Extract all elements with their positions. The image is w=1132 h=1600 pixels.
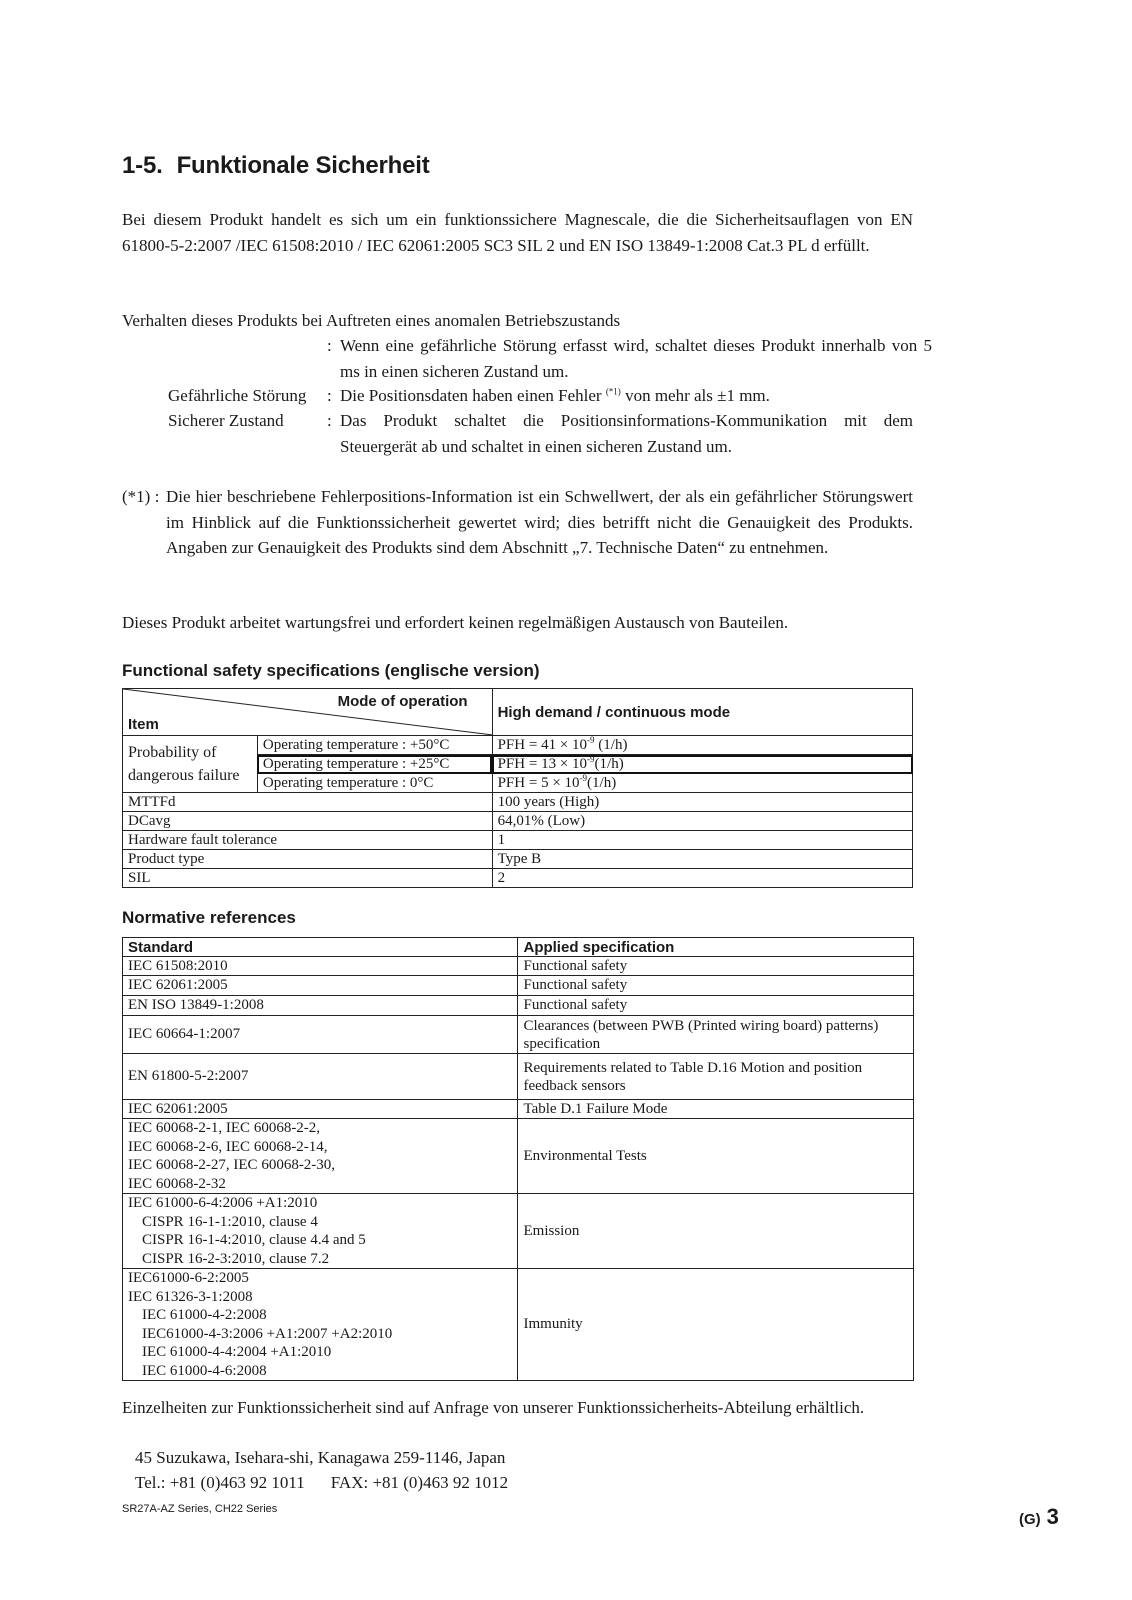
- norm-spec: Functional safety: [518, 957, 914, 976]
- norm-standard: IEC 62061:2005: [123, 1100, 518, 1119]
- behavior-colon: :: [327, 336, 332, 355]
- norm-standard: EN 61800-5-2:2007: [123, 1054, 518, 1100]
- standard-line: IEC 60068-2-6, IEC 60068-2-14,: [128, 1138, 328, 1155]
- prob-condition: Operating temperature : 0°C: [257, 774, 492, 793]
- norm-spec: Emission: [518, 1194, 914, 1269]
- norm-row: [123, 957, 914, 976]
- prob-value: [492, 755, 912, 774]
- behavior-item-general: [122, 333, 932, 384]
- footer-series: SR27A-AZ Series, CH22 Series: [122, 1503, 278, 1515]
- standard-line: IEC 61000-4-2:2008: [142, 1307, 267, 1323]
- pfh-unit: (1/h): [594, 755, 624, 772]
- behavior-text: Wenn eine gefährliche Störung erfasst wird, schaltet dieses Produkt innerhalb von 5 ms in einen sicheren Zustand um.: [340, 336, 932, 381]
- fs-table-title: Functional safety specifications (englische version): [122, 661, 540, 680]
- footnote-text: Die hier beschriebene Fehlerpositions-Information ist ein Schwellwert, der als ein gefährlicher Störungswert im Hinblick auf die Funktionssicherheit gewertet wird; dies betrifft nicht die Genauigkeit des Produkts. Angaben zur Genauigkeit des Produkts sind dem Abschnitt „7. Technische Daten“ zu entnehmen.: [166, 487, 913, 557]
- norm-spec: Functional safety: [518, 996, 914, 1016]
- standard-line: IEC 61326-3-1:2008: [128, 1288, 253, 1305]
- fs-row: [123, 869, 913, 888]
- pfh-base: PFH = 41 × 10: [497, 736, 588, 753]
- page-number: [1019, 1504, 1059, 1530]
- header-mode-of-operation: Mode of operation: [337, 693, 468, 710]
- pfh-unit: (1/h): [587, 774, 617, 791]
- behavior-text-a: Die Positionsdaten haben einen Fehler: [340, 386, 602, 405]
- pfh-exponent: -9: [587, 753, 595, 764]
- footnote-ref: (*1): [605, 386, 621, 397]
- behavior-text-b: von mehr als ±1 mm.: [625, 386, 770, 405]
- header-value: High demand / continuous mode: [492, 689, 912, 736]
- norm-row: [123, 1269, 914, 1381]
- norm-row: [123, 996, 914, 1016]
- fs-value: 64,01% (Low): [492, 812, 912, 831]
- pfh-base: PFH = 13 × 10: [497, 755, 588, 772]
- section-number: 1-5.: [122, 152, 163, 179]
- section-heading: [122, 152, 430, 180]
- norm-spec: Requirements related to Table D.16 Motion and position feedback sensors: [518, 1054, 914, 1100]
- fs-row: [123, 850, 913, 869]
- norm-row: [123, 1100, 914, 1119]
- fs-value: 100 years (High): [492, 793, 912, 812]
- fs-row: [123, 831, 913, 850]
- fs-item: SIL: [123, 869, 493, 888]
- prob-label: Probability of dangerous failure: [123, 736, 258, 793]
- footnote-marker: (*1) :: [122, 487, 160, 506]
- pfh-unit: (1/h): [594, 736, 628, 753]
- fs-header-row: [123, 689, 913, 736]
- fs-prob-row: [123, 736, 913, 755]
- fs-item: Hardware fault tolerance: [123, 831, 493, 850]
- norm-standard: IEC 62061:2005: [123, 976, 518, 996]
- standard-line: IEC 61000-6-4:2006 +A1:2010: [128, 1195, 318, 1211]
- header-standard: Standard: [123, 938, 518, 957]
- norm-spec: Environmental Tests: [518, 1119, 914, 1194]
- behavior-label: Sicherer Zustand: [168, 411, 284, 430]
- intro-paragraph: Bei diesem Produkt handelt es sich um ein funktionssichere Magnescale, die die Sicherheitsauflagen von EN 61800-5-2:2007 /IEC 61508:2010 / IEC 62061:2005 SC3 SIL 2 und EN ISO 13849-1:2008 Cat.3 PL d erfüllt.: [122, 210, 913, 255]
- norm-standard-multiline: [123, 1194, 518, 1269]
- pfh-exponent: -9: [579, 772, 588, 783]
- behavior-item-safe-state: [168, 408, 913, 459]
- behavior-colon: :: [327, 411, 332, 430]
- maintenance-text: Dieses Produkt arbeitet wartungsfrei und erfordert keinen regelmäßigen Austausch von Bauteilen.: [122, 613, 789, 632]
- standard-line: IEC 61000-4-4:2004 +A1:2010: [142, 1344, 332, 1360]
- norm-row: [123, 976, 914, 996]
- fs-value: 1: [492, 831, 912, 850]
- norm-row: [123, 1016, 914, 1054]
- behavior-text: Das Produkt schaltet die Positionsinformations-Kommunikation mit dem Steuergerät ab und schaltet in einen sicheren Zustand um.: [340, 411, 913, 456]
- standard-line: IEC61000-6-2:2005: [128, 1270, 249, 1286]
- norm-spec: Immunity: [518, 1269, 914, 1381]
- prob-condition: Operating temperature : +25°C: [257, 755, 492, 774]
- header-applied-spec: Applied specification: [518, 938, 914, 957]
- standard-line: IEC 61000-4-6:2008: [142, 1362, 267, 1379]
- fs-item: DCavg: [123, 812, 493, 831]
- fs-value: 2: [492, 869, 912, 888]
- norm-row: [123, 1054, 914, 1100]
- norm-standard: IEC 61508:2010: [123, 957, 518, 976]
- fs-item: MTTFd: [123, 793, 493, 812]
- fs-row: [123, 812, 913, 831]
- standard-line: IEC 60068-2-27, IEC 60068-2-30,: [128, 1157, 336, 1173]
- norm-spec: Functional safety: [518, 976, 914, 996]
- norm-spec: Table D.1 Failure Mode: [518, 1100, 914, 1119]
- phone: Tel.: +81 (0)463 92 1011: [135, 1473, 305, 1492]
- header-item: Item: [128, 716, 159, 733]
- norm-spec: Clearances (between PWB (Printed wiring board) patterns) specification: [518, 1016, 914, 1054]
- pfh-base: PFH = 5 × 10: [497, 774, 580, 791]
- norm-standard-multiline: [123, 1269, 518, 1381]
- page-number-value: 3: [1046, 1504, 1059, 1529]
- norm-table-title: Normative references: [122, 908, 296, 927]
- prob-value: [492, 774, 912, 793]
- standard-line: IEC61000-4-3:2006 +A1:2007 +A2:2010: [142, 1325, 393, 1342]
- norm-standard: EN ISO 13849-1:2008: [123, 996, 518, 1016]
- standard-line: CISPR 16-1-4:2010, clause 4.4 and 5: [142, 1232, 366, 1248]
- standard-line: CISPR 16-1-1:2010, clause 4: [142, 1213, 318, 1230]
- norm-standard-multiline: [123, 1119, 518, 1194]
- behavior-text: [340, 383, 912, 409]
- fs-item: Product type: [123, 850, 493, 869]
- prob-value: [492, 736, 912, 755]
- address: 45 Suzukawa, Isehara-shi, Kanagawa 259-1146, Japan: [135, 1448, 506, 1467]
- behavior-label: Gefährliche Störung: [168, 386, 307, 405]
- norm-header-row: [123, 938, 914, 957]
- fs-value: Type B: [492, 850, 912, 869]
- norm-standard: IEC 60664-1:2007: [123, 1016, 518, 1054]
- functional-safety-table: [122, 688, 913, 888]
- behavior-colon: :: [327, 386, 332, 405]
- norm-row: [123, 1119, 914, 1194]
- pfh-exponent: -9: [587, 734, 595, 745]
- fax: FAX: +81 (0)463 92 1012: [330, 1473, 509, 1492]
- fs-header-diagonal-cell: [123, 689, 493, 736]
- fs-row: [123, 793, 913, 812]
- standard-line: CISPR 16-2-3:2010, clause 7.2: [142, 1250, 330, 1267]
- standard-line: IEC 60068-2-1, IEC 60068-2-2,: [128, 1120, 321, 1136]
- section-title: Funktionale Sicherheit: [176, 152, 430, 179]
- phone-fax: [135, 1470, 508, 1496]
- prob-condition: Operating temperature : +50°C: [257, 736, 492, 755]
- standard-line: IEC 60068-2-32: [128, 1175, 226, 1192]
- norm-row: [123, 1194, 914, 1269]
- behavior-item-dangerous-fault: [168, 383, 913, 409]
- language-code: (G): [1019, 1511, 1041, 1528]
- behavior-lead: Verhalten dieses Produkts bei Auftreten eines anomalen Betriebszustands: [122, 311, 621, 330]
- normative-references-table: [122, 937, 914, 1381]
- closing-text: Einzelheiten zur Funktionssicherheit sind auf Anfrage von unserer Funktionssicherheits-Abteilung erhältlich.: [122, 1398, 865, 1417]
